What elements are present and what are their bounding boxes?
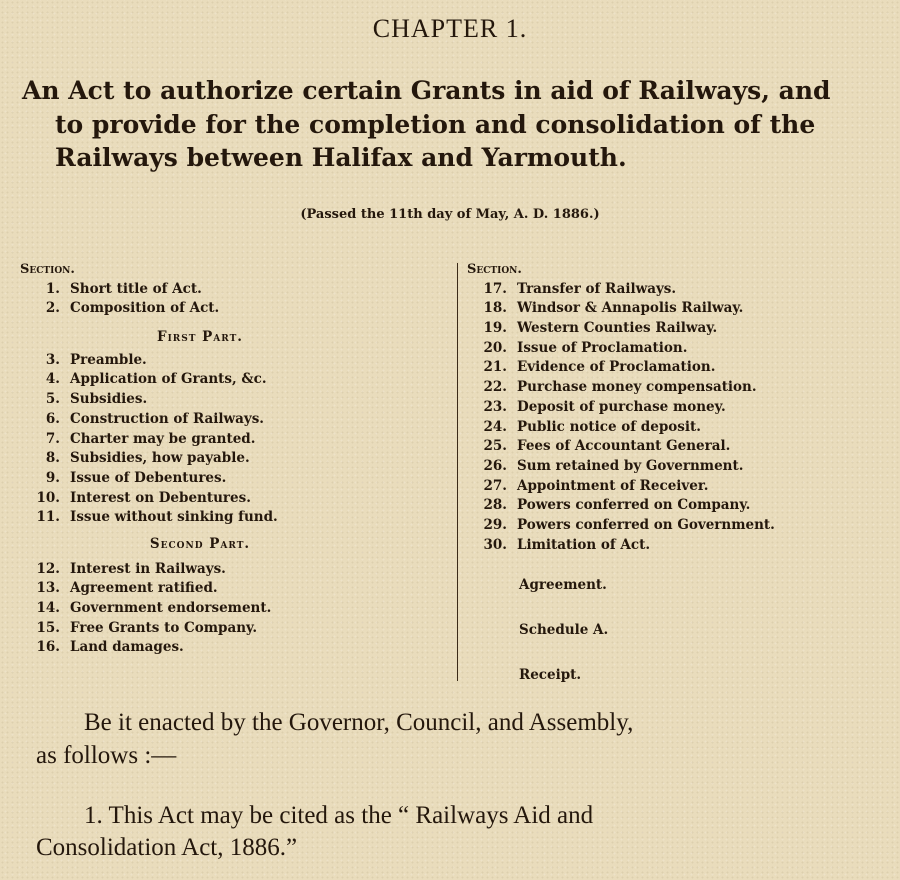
section-number: 4.	[45, 371, 60, 388]
contents-entry	[20, 489, 420, 509]
section-title: Public notice of deposit.	[517, 418, 701, 435]
enacting-clause	[36, 706, 886, 772]
contents-entry	[467, 457, 887, 477]
contents-right-column	[467, 260, 887, 683]
section-title: Transfer of Railways.	[517, 280, 677, 297]
section-number: 2.	[45, 300, 60, 317]
section-number: 20.	[483, 339, 507, 356]
section-number: 10.	[36, 489, 60, 506]
section-number: 15.	[36, 619, 60, 636]
contents-entry	[467, 398, 887, 418]
long-title-line: Railways between Halifax and Yarmouth.	[55, 143, 627, 172]
contents-entry	[467, 280, 887, 300]
section-title: Land damages.	[70, 639, 184, 656]
section-title: Evidence of Proclamation.	[517, 359, 716, 376]
section-1-line: Consolidation Act, 1886.”	[36, 834, 298, 861]
section-title: Western Counties Railway.	[517, 320, 718, 337]
enacting-line: as follows :—	[36, 742, 177, 769]
section-1-text	[36, 800, 886, 864]
contents-entry	[467, 437, 887, 457]
section-title: Composition of Act.	[70, 300, 220, 317]
section-number: 18.	[483, 300, 507, 317]
contents-left-column	[20, 260, 420, 658]
contents-entry	[20, 508, 420, 528]
contents-entry	[20, 351, 420, 371]
section-title: Agreement ratified.	[70, 580, 218, 597]
contents-entry	[467, 339, 887, 359]
section-title: Interest in Railways.	[70, 560, 226, 577]
first-part-heading: First Part.	[156, 329, 244, 346]
section-number: 3.	[45, 351, 60, 368]
contents-entry	[467, 516, 887, 536]
contents-entry	[467, 418, 887, 438]
section-header: Section.	[467, 262, 522, 277]
enacting-line: Be it enacted by the Governor, Council, and Assembly,	[84, 709, 634, 736]
section-title: Issue of Debentures.	[70, 469, 227, 486]
section-header: Section.	[20, 262, 75, 277]
contents-entry	[20, 370, 420, 390]
section-title: Windsor & Annapolis Railway.	[517, 300, 744, 317]
section-number: 7.	[45, 430, 60, 447]
section-number: 1.	[45, 280, 60, 297]
section-title: Application of Grants, &c.	[70, 371, 267, 388]
contents-entry	[20, 390, 420, 410]
section-title: Subsidies.	[70, 391, 148, 408]
section-number: 26.	[483, 457, 507, 474]
act-long-title	[22, 74, 882, 175]
appendix-receipt: Receipt.	[519, 667, 582, 683]
section-number: 30.	[483, 536, 507, 553]
contents-entry	[20, 299, 420, 319]
contents-entry	[20, 430, 420, 450]
section-number: 22.	[483, 379, 507, 396]
section-number: 11.	[36, 509, 60, 526]
section-number: 25.	[483, 438, 507, 455]
section-title: Preamble.	[70, 351, 147, 368]
section-number: 17.	[483, 280, 507, 297]
section-title: Issue without sinking fund.	[70, 509, 278, 526]
section-number: 19.	[483, 320, 507, 337]
section-number: 27.	[483, 477, 507, 494]
section-title: Purchase money compensation.	[517, 379, 757, 396]
section-title: Charter may be granted.	[70, 430, 256, 447]
contents-entry	[467, 378, 887, 398]
second-part-heading: Second Part.	[149, 535, 251, 552]
contents-entry	[467, 299, 887, 319]
section-1-line: 1. This Act may be cited as the “ Railways Aid and	[84, 802, 594, 829]
long-title-line: to provide for the completion and consolidation of the	[55, 109, 816, 139]
chapter-heading: CHAPTER 1.	[372, 14, 528, 43]
contents-entry	[467, 358, 887, 378]
section-title: Interest on Debentures.	[70, 489, 251, 506]
section-number: 5.	[45, 391, 60, 408]
section-title: Subsidies, how payable.	[70, 450, 250, 467]
section-title: Free Grants to Company.	[70, 619, 258, 636]
section-number: 14.	[36, 600, 60, 616]
section-number: 12.	[36, 560, 60, 577]
section-number: 8.	[45, 450, 60, 467]
section-title: Powers conferred on Company.	[517, 497, 751, 514]
contents-entry	[20, 469, 420, 489]
contents-entry	[467, 536, 887, 556]
contents-entry	[20, 449, 420, 469]
contents-entry	[20, 579, 420, 599]
contents-entry	[20, 560, 420, 580]
contents-entry	[20, 638, 420, 658]
section-number: 29.	[483, 516, 507, 533]
contents-entry	[20, 410, 420, 430]
section-number: 21.	[483, 359, 507, 376]
section-title: Limitation of Act.	[517, 536, 651, 553]
contents-entry	[20, 280, 420, 300]
section-number: 23.	[483, 398, 507, 415]
section-title: Appointment of Receiver.	[517, 477, 709, 494]
section-number: 16.	[36, 639, 60, 656]
section-title: Short title of Act.	[70, 280, 202, 297]
section-number: 13.	[36, 580, 60, 597]
long-title-line: An Act to authorize certain Grants in aid of Railways, and	[22, 76, 831, 105]
contents-entry	[467, 477, 887, 497]
section-title: Sum retained by Government.	[517, 457, 744, 474]
contents-entry	[20, 599, 420, 619]
appendix-agreement: Agreement.	[519, 577, 607, 593]
contents-entry	[20, 619, 420, 639]
section-title: Issue of Proclamation.	[517, 339, 688, 356]
appendix-schedule-a: Schedule A.	[519, 622, 609, 638]
section-number: 24.	[483, 418, 507, 435]
contents-entry	[467, 319, 887, 339]
section-title: Fees of Accountant General.	[517, 438, 731, 455]
contents-entry	[467, 496, 887, 516]
section-number: 9.	[45, 469, 60, 486]
section-title: Powers conferred on Government.	[517, 516, 775, 533]
passed-date: (Passed the 11th day of May, A. D. 1886.)	[300, 207, 600, 222]
section-title: Deposit of purchase money.	[517, 398, 726, 415]
section-title: Construction of Railways.	[70, 410, 264, 427]
section-number: 6.	[45, 410, 60, 427]
section-title: Government endorsement.	[70, 600, 272, 616]
column-divider	[457, 263, 458, 681]
section-number: 28.	[483, 497, 507, 514]
